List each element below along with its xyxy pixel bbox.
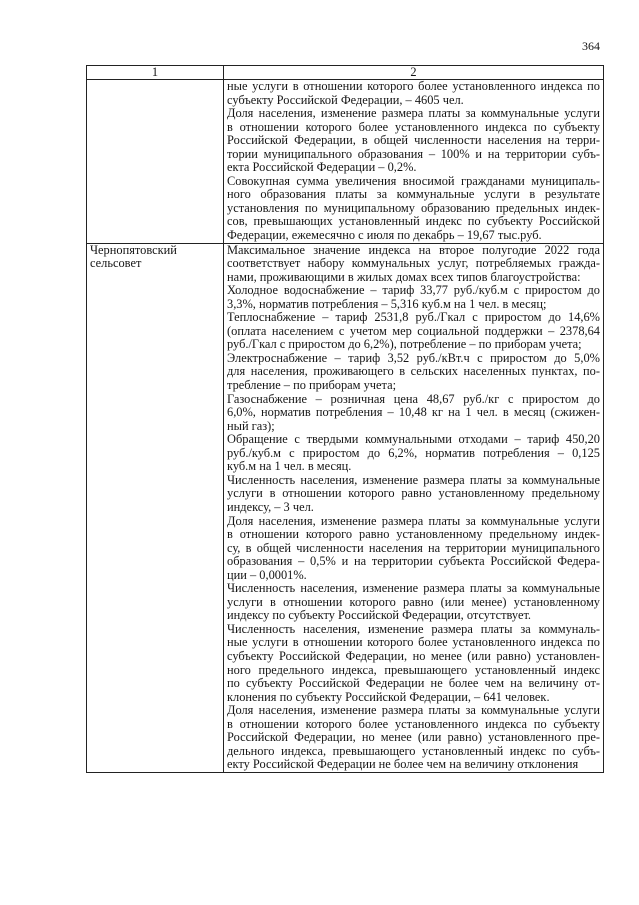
paragraph [227, 352, 600, 393]
text-line: Максимальное значение индекса на второе полугодие 2022 года [227, 242, 600, 257]
paragraph [227, 311, 600, 352]
paragraph [227, 80, 600, 107]
text-line: в отношении которого более установленного индекса по субъекту [227, 716, 600, 731]
header-cell-2: 2 [224, 66, 604, 80]
text-line: установления по муниципальному образованию предельных индек- [227, 200, 600, 215]
municipality-cell [87, 243, 224, 772]
text-line: 6,0%, норматив потребления – 10,48 кг на 1 чел. в месяц (сжижен- [227, 405, 600, 420]
text-line: Доля населения, изменение размера платы за коммунальные услуги [227, 513, 600, 528]
text-line: по субъекту Российской Федерации не более чем на величину от- [227, 676, 600, 691]
text-line: руб./Гкал с приростом до 6,2%), потребление – по приборам учета; [227, 337, 582, 352]
paragraph [227, 175, 600, 243]
text-line: Численность населения, изменение размера платы за коммунальные [227, 581, 600, 596]
paragraph [227, 474, 600, 515]
text-line: ного предельного индекса, превышающего установленный индекс [227, 662, 600, 677]
text-line: (оплата населением с учетом мер социальной поддержки – 2378,64 [227, 323, 600, 338]
text-line: ного образования платы за коммунальные услуги в результате [227, 187, 600, 202]
text-line: услуги в отношении которого равно (или менее) установленному [227, 594, 600, 609]
text-line: индексу по субъекту Российской Федерации, отсутствует. [227, 608, 532, 623]
text-line: для населения, проживающего в сельских населенных пунктах, по- [227, 364, 600, 379]
description-cell [224, 80, 604, 244]
text-line: в отношении которого равно установленному предельному индек- [227, 527, 600, 542]
text-line: нами, проживающими в жилых домах всех типов благоустройства: [227, 269, 581, 284]
text-line: куб.м на 1 чел. в месяц. [227, 459, 352, 474]
paragraph [227, 107, 600, 175]
paragraph [227, 704, 600, 772]
text-line: Доля населения, изменение размера платы за коммунальные услуги [227, 106, 600, 121]
paragraph [227, 582, 600, 623]
text-line: су, в общей численности населения на территории муниципального [227, 540, 600, 555]
header-cell-1: 1 [87, 66, 224, 80]
text-line: клонения по субъекту Российской Федерации, – 641 человек. [227, 689, 550, 704]
municipality-name-line: сельсовет [90, 256, 142, 271]
municipality-name-line: Чернопятовский [90, 242, 177, 257]
text-line: Совокупная сумма увеличения вносимой гражданами муниципаль- [227, 173, 600, 188]
page-number: 364 [582, 39, 600, 53]
text-line: Газоснабжение – розничная цена 48,67 руб./кг с приростом до [227, 391, 600, 406]
text-line: Численность населения, изменение размера платы за коммунальные [227, 472, 600, 487]
table-header-row [87, 66, 604, 80]
text-line: Доля населения, изменение размера платы за коммунальные услуги [227, 703, 600, 718]
paragraph [227, 623, 600, 704]
text-line: Холодное водоснабжение – тариф 33,77 руб./куб.м с приростом до [227, 283, 600, 298]
paragraph [227, 284, 600, 311]
text-line: Обращение с твердыми коммунальными отходами – тариф 450,20 [227, 432, 600, 447]
text-line: ный газ); [227, 418, 275, 433]
text-line: образования – 0,5% и на территории субъекта Российской Федера- [227, 554, 600, 569]
text-line: 3,3%, норматив потребления – 5,316 куб.м на 1 чел. в месяц; [227, 296, 547, 311]
text-line: ции – 0,0001%. [227, 567, 307, 582]
text-line: екту Российской Федерации не более чем на величину отклонения [227, 757, 579, 772]
text-line: сов, превышающих установленный индекс по субъекту Российской [227, 214, 600, 229]
paragraph [227, 244, 600, 285]
text-line: субъекту Российской Федерации, – 4605 чел. [227, 92, 464, 107]
text-line: услуги в отношении которого равно установленному предельному [227, 486, 600, 501]
text-line: Электроснабжение – тариф 3,52 руб./кВт.ч с приростом до 5,0% [227, 350, 600, 365]
document-table [86, 65, 604, 773]
text-line: Федерации, ежемесячно с июля по декабрь – 19,67 тыс.руб. [227, 228, 542, 243]
text-line: индексу, – 3 чел. [227, 499, 314, 514]
table-row-chernopyatovsky [87, 243, 604, 772]
table-row-continuation [87, 80, 604, 244]
text-line: соответствует набору коммунальных услуг, потребляемых гражда- [227, 256, 600, 271]
text-line: ные услуги в отношении которого более установленного индекса по [227, 635, 600, 650]
paragraph [227, 515, 600, 583]
text-line: Численность населения, изменение размера платы за коммуналь- [227, 621, 600, 636]
text-line: требление – по приборам учета; [227, 378, 397, 393]
text-line: субъекту Российской Федерации, но менее (или равно) установлен- [227, 648, 600, 663]
text-line: дельного индекса, превышающего установленный индекс по субъ- [227, 743, 600, 758]
municipality-cell-empty [87, 80, 224, 244]
text-line: руб./куб.м с приростом до 6,2%, норматив потребления – 0,125 [227, 445, 600, 460]
text-line: Теплоснабжение – тариф 2531,8 руб./Гкал с приростом до 14,6% [227, 310, 600, 325]
text-line: ные услуги в отношении которого более установленного индекса по [227, 79, 600, 93]
text-line: в отношении которого более установленного индекса по субъекту [227, 119, 600, 134]
text-line: тории муниципального образования – 100% и на территории субъ- [227, 146, 600, 161]
text-line: екта Российской Федерации – 0,2%. [227, 160, 417, 175]
paragraph [227, 393, 600, 434]
description-cell [224, 243, 604, 772]
text-line: Российской Федерации, в общей численности населения на терри- [227, 133, 600, 148]
text-line: Российской Федерации, но менее (или равно) установленного пре- [227, 730, 600, 745]
paragraph [227, 433, 600, 474]
